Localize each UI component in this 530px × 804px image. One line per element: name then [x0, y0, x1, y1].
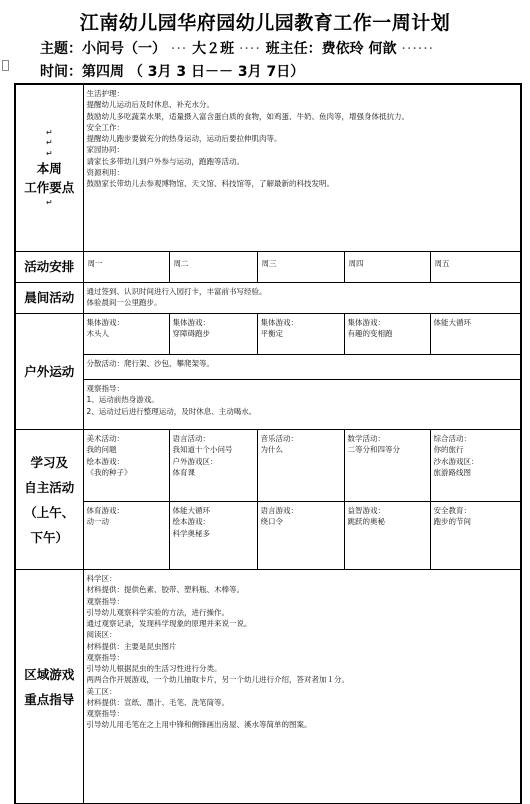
focus-line: 生活护理：	[86, 89, 124, 98]
game-type: 集体游戏：	[172, 318, 210, 327]
focus-line: 鼓励家长带幼儿去参观博物馆、天文馆、科技馆等，了解最新的科技发明。	[86, 179, 334, 188]
study-line: 动一动	[86, 517, 109, 527]
theme-label: 主题：小问号（一）	[40, 41, 166, 57]
area-row	[15, 570, 521, 804]
margin-marker	[2, 60, 9, 71]
area-line: 引导幼儿根据昆虫的生活习性进行分类。	[86, 664, 222, 673]
morning-content	[83, 283, 521, 314]
area-line: 两两合作开展游戏，一个幼儿抽取卡片，另一个幼儿进行介绍，答对者加１分。	[86, 675, 349, 685]
plan-table-wrapper	[14, 83, 520, 804]
area-header	[15, 570, 83, 804]
area-label-2: 重点指导	[24, 691, 75, 707]
day-monday: 周一	[83, 252, 169, 283]
weekly-focus-row	[15, 84, 521, 252]
area-line: 引导幼儿用毛笔在之上用中锋和侧锋画出房屋、溪水等简单的图案。	[86, 720, 312, 730]
outdoor-game-wednesday	[257, 314, 344, 355]
game-type: 集体游戏：	[86, 318, 124, 327]
study-wednesday-am	[257, 430, 344, 502]
study-label-1: 学习及	[30, 454, 68, 470]
morning-line: 通过签到、认识时间进行入园打卡，丰富前书写经验。	[86, 287, 267, 296]
outdoor-scatter-row	[15, 355, 521, 380]
outdoor-games-row	[15, 314, 521, 355]
document-title: 江南幼儿园华府园幼儿园教育工作一周计划	[79, 12, 451, 34]
focus-line: 请家长多带幼儿到户外参与运动，跑跑等活动。	[86, 156, 244, 166]
study-line: 体育游戏：	[86, 506, 124, 515]
study-row-1	[15, 430, 521, 502]
area-line: 材料提供：宣纸、墨汁、毛笔、洗笔筒等。	[86, 697, 229, 707]
focus-line: 家园协同：	[86, 145, 124, 155]
focus-line: 资源利用：	[86, 167, 124, 177]
outdoor-header: 户外运动	[15, 314, 83, 430]
guide-line: 观察指导：	[86, 384, 124, 393]
weekly-focus-header	[15, 84, 83, 252]
study-line: 语言活动：	[172, 434, 210, 443]
study-line: 跑步的节间	[433, 517, 471, 527]
area-line: 美工区：	[86, 686, 117, 696]
study-header	[15, 430, 83, 570]
focus-line: 鼓励幼儿多吃蔬菜水果，适量摄入富含蛋白质的食物，如鸡蛋、牛奶、鱼肉等，增强身体抵抗力。	[86, 111, 409, 121]
area-label-1: 区域游戏	[24, 666, 75, 682]
area-line: 科学区：	[86, 574, 117, 583]
study-line: 体育课	[172, 467, 195, 477]
focus-line: 安全工作：	[86, 122, 124, 132]
study-line: 绕口令	[260, 517, 283, 527]
study-line: 沙水游戏区：	[433, 456, 479, 466]
study-line: 绘本游戏：	[172, 517, 210, 527]
study-line: 音乐活动：	[260, 434, 298, 443]
study-label-4: 下午）	[30, 529, 68, 545]
game-name: 穿障碍跑步	[172, 329, 210, 339]
game-name: 有趣的变相跑	[347, 329, 393, 339]
study-line: 美术活动：	[86, 434, 124, 443]
time-line	[40, 61, 304, 81]
class-name: 大２班	[192, 41, 235, 57]
study-friday-pm	[430, 502, 521, 570]
outdoor-game-tuesday	[169, 314, 257, 355]
study-line: 你的旅行	[433, 445, 464, 455]
game-name: 平衡定	[260, 329, 283, 339]
study-line: 安全教育：	[433, 506, 471, 515]
outdoor-guide-row	[15, 380, 521, 430]
focus-line: 提醒幼儿运动后及时休息、补充水分。	[86, 100, 214, 110]
day-tuesday: 周二	[169, 252, 257, 283]
dot-leader: ····	[238, 41, 261, 57]
study-line: 科学奥秘多	[172, 528, 210, 538]
dot-leader: ···	[170, 41, 188, 57]
study-line: 综合活动：	[433, 434, 471, 443]
morning-line: 体验晨间一公里跑步。	[86, 298, 162, 308]
area-line: 阅读区：	[86, 630, 117, 640]
area-line: 观察指导：	[86, 652, 124, 662]
scatter-line: 分散活动：爬行架、沙包、攀爬架等。	[86, 359, 214, 368]
study-label-3: （上午、	[24, 504, 75, 520]
study-line: 二等分和四等分	[347, 445, 400, 455]
study-line: 语言游戏：	[260, 506, 298, 515]
weekly-plan-table	[14, 83, 522, 804]
guide-line: 2、运动过后进行整理运动，及时休息、主动喝水。	[86, 406, 257, 416]
weekly-focus-content	[83, 84, 521, 252]
study-monday-am	[83, 430, 169, 502]
study-monday-pm	[83, 502, 169, 570]
guide-line: 1、运动前热身游戏。	[86, 395, 159, 405]
study-line: 户外游戏区：	[172, 456, 218, 466]
area-line: 通过观察记录，发现科学现象的原理并来说一说。	[86, 619, 252, 628]
morning-row	[15, 283, 521, 314]
study-wednesday-pm	[257, 502, 344, 570]
study-line: 旅游路线图	[433, 467, 471, 477]
study-row-2	[15, 502, 521, 570]
area-line: 观察指导：	[86, 596, 124, 606]
study-line: 跳跃的奥秘	[347, 517, 385, 527]
study-tuesday-am	[169, 430, 257, 502]
blank-mark: ↵	[45, 127, 53, 137]
weekly-focus-label-1: 本周	[36, 161, 62, 177]
study-line: 绘本游戏：	[86, 456, 124, 466]
study-line: 我知道十个小问号	[172, 445, 233, 455]
game-type: 集体游戏：	[347, 318, 385, 327]
study-label-2: 自主活动	[24, 479, 75, 495]
area-line: 引导幼儿观察科学实验的方法，进行操作。	[86, 607, 229, 617]
area-line: 材料提供：提供色素、胶带、塑料瓶、木棒等。	[86, 585, 244, 595]
study-line: 为什么	[260, 445, 283, 455]
study-thursday-pm	[344, 502, 430, 570]
game-type: 体能大循环	[433, 318, 471, 327]
area-line: 材料提供：主要是昆虫图片	[86, 641, 177, 651]
blank-mark: ↵	[45, 197, 53, 207]
study-friday-am	[430, 430, 521, 502]
outdoor-guide	[83, 380, 521, 430]
area-content	[83, 570, 521, 804]
outdoor-game-friday	[430, 314, 521, 355]
study-line: 我的问题	[86, 445, 117, 455]
weekly-focus-label-2: 工作要点	[24, 180, 75, 196]
day-thursday: 周四	[344, 252, 430, 283]
focus-line: 提醒幼儿跑步要做充分的热身运动，运动后要拉伸肌肉等。	[86, 134, 282, 143]
week-time-range: 时间：第四周 （ 3月 3 日－－ 3月 7日）	[40, 64, 305, 80]
dot-leader: ······	[401, 41, 435, 57]
study-line: 益智游戏：	[347, 506, 385, 515]
schedule-header: 活动安排	[15, 252, 83, 283]
theme-line	[40, 38, 434, 58]
study-thursday-am	[344, 430, 430, 502]
study-tuesday-pm	[169, 502, 257, 570]
blank-mark: ↵	[45, 148, 53, 158]
outdoor-game-monday	[83, 314, 169, 355]
teacher-names: 班主任：费依玲 何歆	[265, 41, 397, 57]
study-line: 数学活动：	[347, 434, 385, 443]
area-line: 观察指导：	[86, 709, 124, 718]
day-wednesday: 周三	[257, 252, 344, 283]
study-line: 体能大循环	[172, 506, 210, 515]
day-friday: 周五	[430, 252, 521, 283]
game-type: 集体游戏：	[260, 318, 298, 327]
outdoor-game-thursday	[344, 314, 430, 355]
outdoor-scatter	[83, 355, 521, 380]
study-line: 《我的种子》	[86, 467, 132, 477]
schedule-row	[15, 252, 521, 283]
game-name: 木头人	[86, 329, 109, 339]
blank-mark: ↵	[45, 138, 53, 148]
morning-header: 晨间活动	[15, 283, 83, 314]
